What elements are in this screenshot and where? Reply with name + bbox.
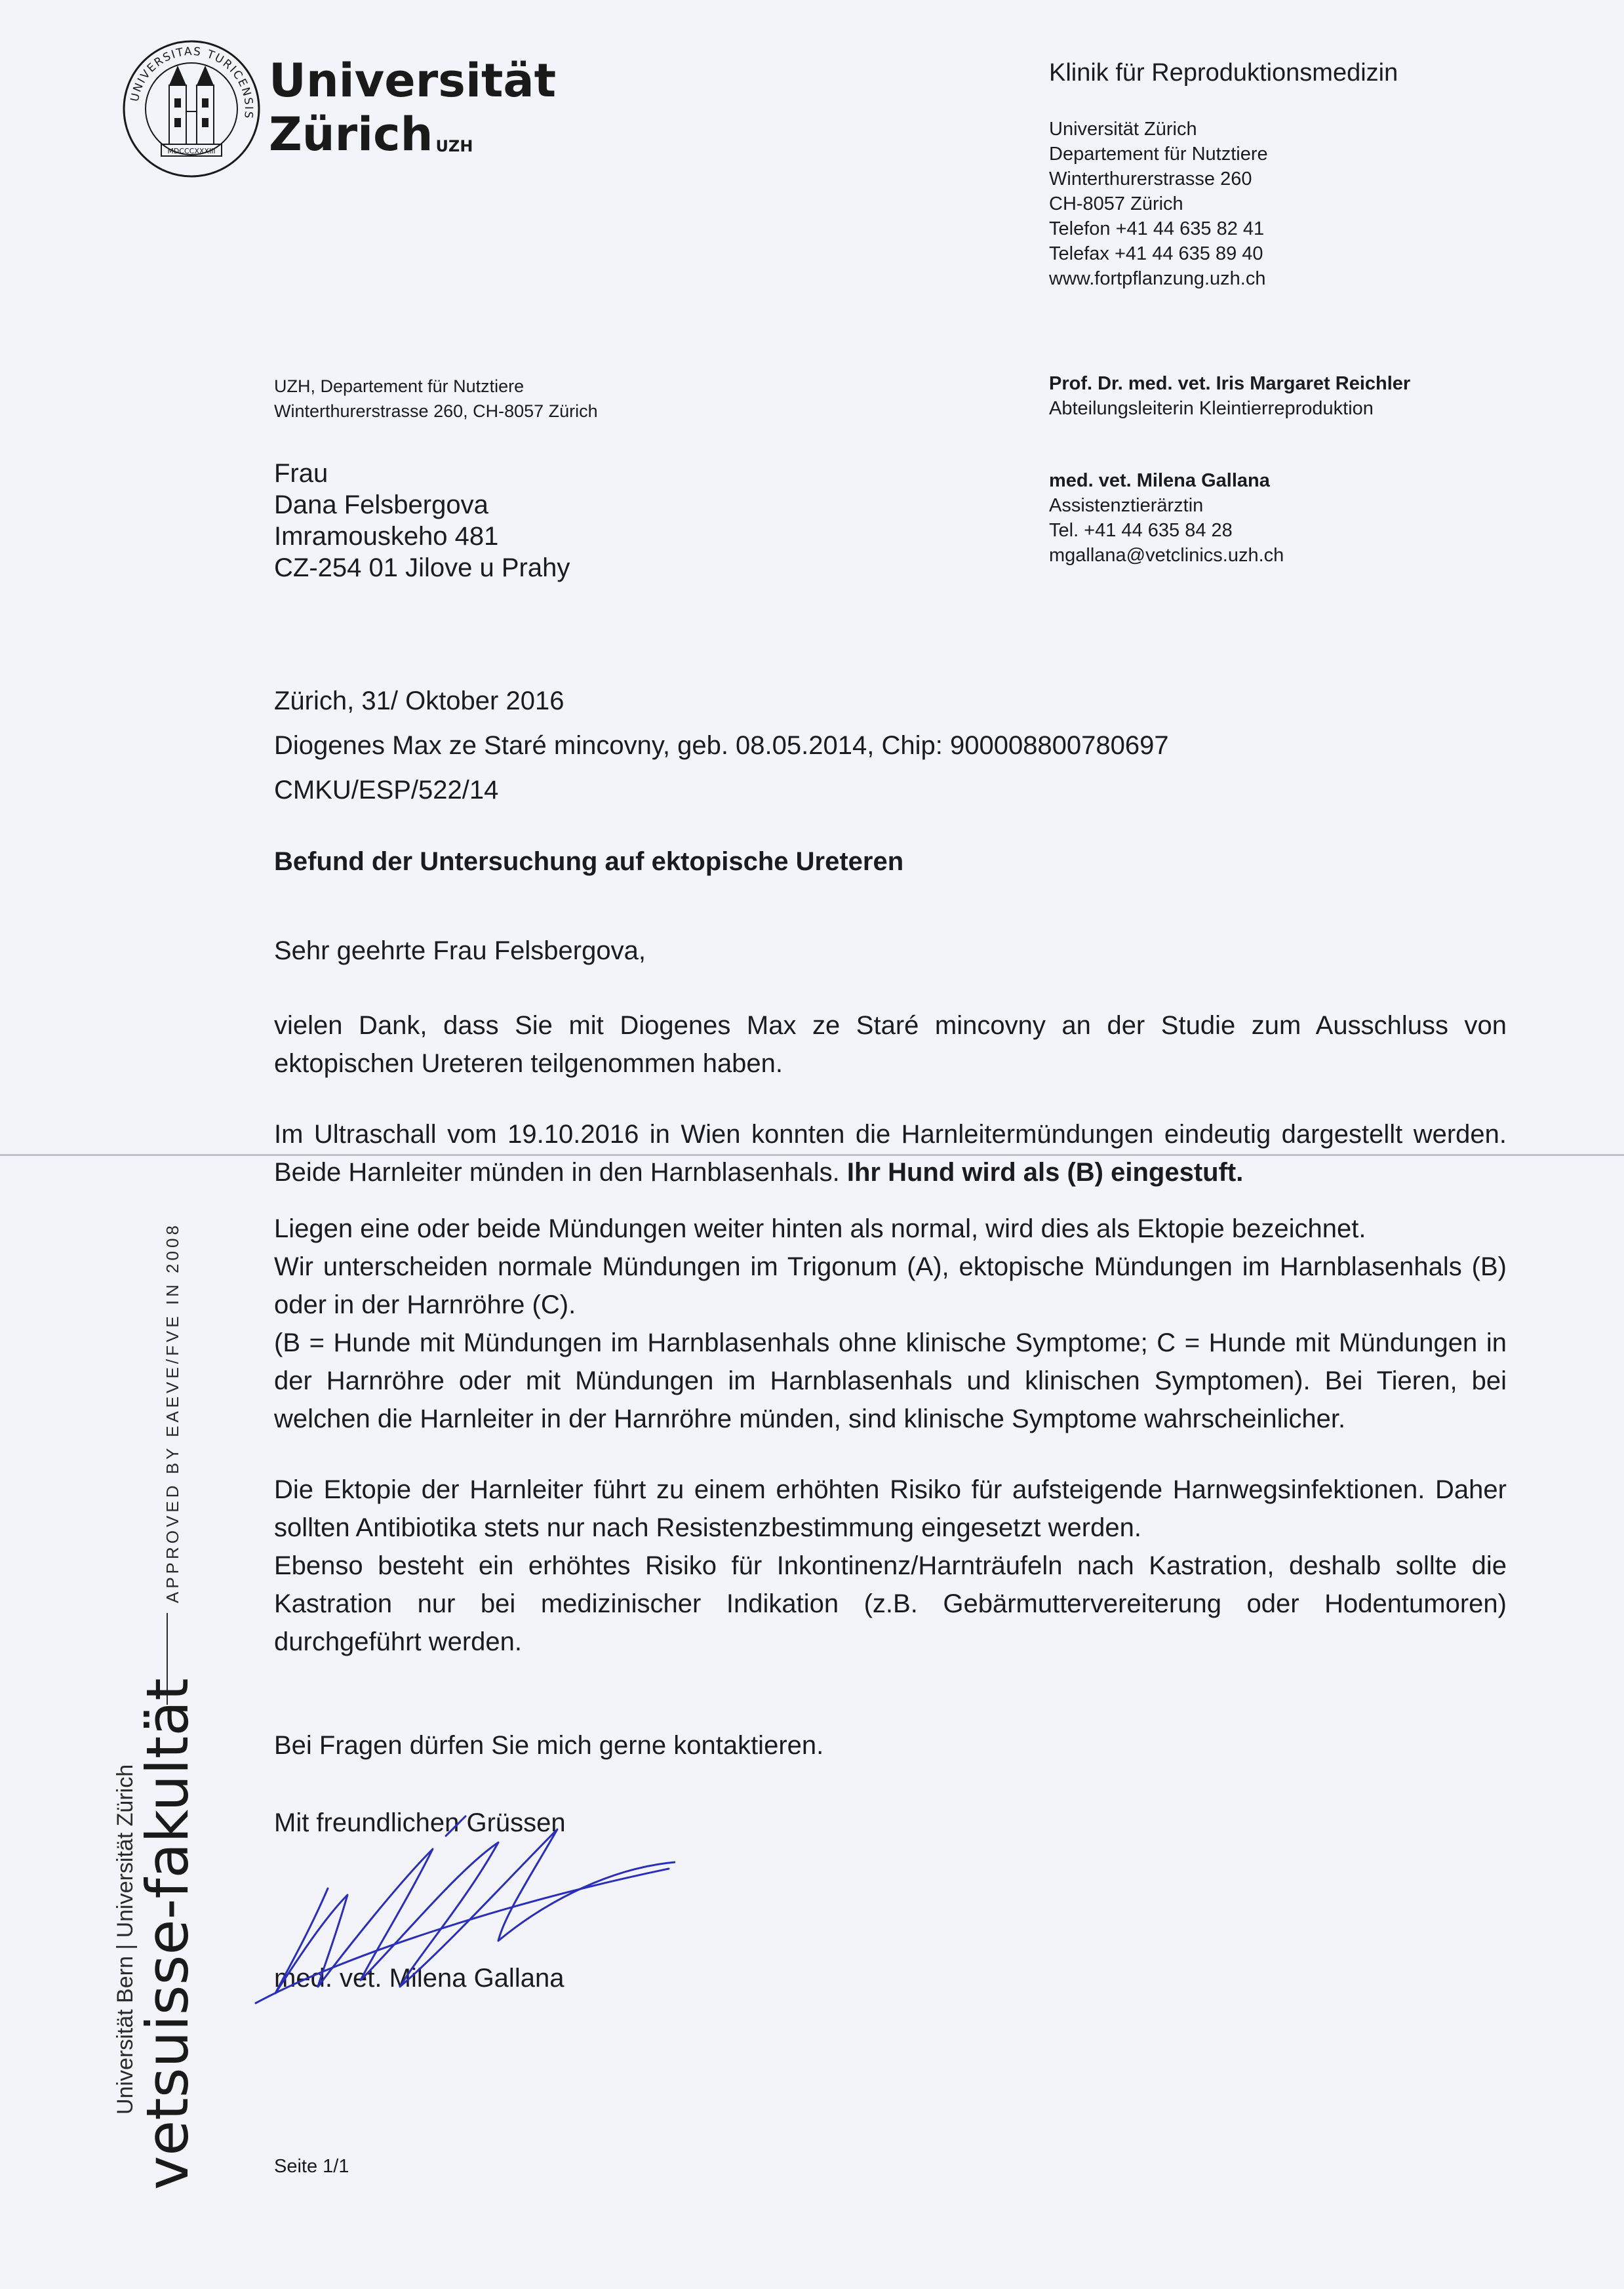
body-paragraph-4-line-1: Die Ektopie der Harnleiter führt zu einem erhöhten Risiko für aufsteigende Harnwegsinfektionen. Daher sollten Antibiotika stets nur nach Resistenzbestimmung eingesetzt werden. — [274, 1475, 1507, 1542]
sender-line-2: Winterthurerstrasse 260, CH-8057 Zürich — [274, 401, 598, 421]
logo-line-2: Zürich — [269, 108, 433, 161]
svg-text:UNIVERSITAS TURICENSIS — [129, 45, 255, 121]
body-classification-result: Ihr Hund wird als (B) eingestuft. — [846, 1158, 1244, 1187]
signer-name: med. vet. Milena Gallana — [274, 1964, 564, 1993]
contact-reichler-role: Abteilungsleiterin Kleintierreproduktion — [1049, 398, 1374, 419]
seal-year: MDCCCXXXIII — [167, 147, 216, 155]
clinic-address — [1049, 117, 1268, 291]
body-paragraph-3-line-2: Wir unterscheiden normale Mündungen im Trigonum (A), ektopische Mündungen im Harnblasenhals (B) oder in der Harnröhre (C). — [274, 1252, 1507, 1319]
sender-return-address — [274, 374, 598, 424]
contact-reichler-name: Prof. Dr. med. vet. Iris Margaret Reichler — [1049, 373, 1411, 394]
recipient-line: Dana Felsbergova — [274, 490, 488, 519]
paper-fold-line — [0, 1154, 1624, 1156]
page-number: Seite 1/1 — [274, 2156, 349, 2177]
body-paragraph-4 — [274, 1471, 1507, 1661]
animal-info: Diogenes Max ze Staré mincovny, geb. 08.05.2014, Chip: 900008800780697 — [274, 731, 1169, 760]
contact-gallana-phone: Tel. +41 44 635 84 28 — [1049, 520, 1233, 541]
recipient-line: CZ-254 01 Jilove u Prahy — [274, 553, 570, 582]
clinic-website: www.fortpflanzung.uzh.ch — [1049, 268, 1266, 289]
contact-gallana-name: med. vet. Milena Gallana — [1049, 470, 1270, 491]
clinic-address-line: Departement für Nutztiere — [1049, 144, 1268, 165]
letter-subject: Befund der Untersuchung auf ektopische Ureteren — [274, 847, 904, 876]
contact-gallana-role: Assistenztierärztin — [1049, 495, 1204, 516]
letter-meta — [274, 679, 1169, 812]
clinic-address-line: CH-8057 Zürich — [1049, 193, 1183, 214]
contact-gallana — [1049, 468, 1284, 568]
contact-gallana-email: mgallana@vetclinics.uzh.ch — [1049, 545, 1284, 566]
letter-date: Zürich, 31/ Oktober 2016 — [274, 687, 564, 715]
university-logo-text — [269, 54, 556, 161]
body-paragraph-3-line-1: Liegen eine oder beide Mündungen weiter hinten als normal, wird dies als Ektopie bezeichnet. — [274, 1214, 1366, 1243]
clinic-address-line: Winterthurerstrasse 260 — [1049, 169, 1252, 189]
handwritten-signature-icon — [249, 1790, 675, 2013]
registration-number: CMKU/ESP/522/14 — [274, 776, 499, 805]
sender-line-1: UZH, Departement für Nutztiere — [274, 376, 525, 396]
recipient-address — [274, 458, 570, 584]
body-paragraph-1: vielen Dank, dass Sie mit Diogenes Max ze Staré mincovny an der Studie zum Ausschluss von ektopischen Ureteren teilgenommen haben. — [274, 1011, 1507, 1078]
logo-line-1: Universität — [269, 54, 557, 108]
clinic-phone: Telefon +41 44 635 82 41 — [1049, 218, 1265, 239]
salutation: Sehr geehrte Frau Felsbergova, — [274, 936, 646, 965]
body-paragraph-2-text: Im Ultraschall vom 19.10.2016 in Wien konnten die Harnleitermündungen eindeutig dargestellt werden. Beide Harnleiter münden in den Harnblasenhals. — [274, 1120, 1507, 1187]
accreditation-note: APPROVED BY EAEVE/FVE IN 2008 — [163, 1222, 182, 1603]
recipient-line: Imramouskeho 481 — [274, 522, 499, 551]
letter-body — [274, 1006, 1507, 1694]
clinic-fax: Telefax +41 44 635 89 40 — [1049, 243, 1263, 264]
contact-reichler — [1049, 371, 1410, 421]
university-seal-icon — [122, 39, 261, 178]
body-paragraph-4-line-2: Ebenso besteht ein erhöhtes Risiko für Inkontinenz/Harnträufeln nach Kastration, deshalb sollte die Kastration nur bei medizinischer Indikation (z.B. Gebärmuttervereiterung oder Hodentumoren) durchgeführt werden. — [274, 1551, 1507, 1656]
recipient-line: Frau — [274, 459, 328, 488]
body-paragraph-2 — [274, 1115, 1507, 1191]
closing-greeting: Mit freundlichen Grüssen — [274, 1808, 566, 1837]
closing-question: Bei Fragen dürfen Sie mich gerne kontaktieren. — [274, 1731, 824, 1760]
body-paragraph-3-line-3: (B = Hunde mit Mündungen im Harnblasenhals ohne klinische Symptome; C = Hunde mit Mündungen in der Harnröhre oder mit Mündungen im Harnblasenhals und klinischen Symptomen). Bei Tieren, bei welchen die Harnleiter in der Harnröhre münden, sind klinische Symptome wahrscheinlicher. — [274, 1328, 1507, 1433]
vetsuisse-universities: Universität Bern | Universität Zürich — [113, 1764, 138, 2115]
clinic-address-line: Universität Zürich — [1049, 119, 1197, 140]
seal-ring-text: UNIVERSITAS TURICENSIS — [128, 45, 256, 121]
clinic-name: Klinik für Reproduktionsmedizin — [1049, 59, 1398, 87]
logo-superscript: UZH — [435, 137, 473, 155]
body-paragraph-3 — [274, 1210, 1507, 1438]
vetsuisse-logo-text: vetsuisse-fakultät — [134, 1678, 201, 2190]
